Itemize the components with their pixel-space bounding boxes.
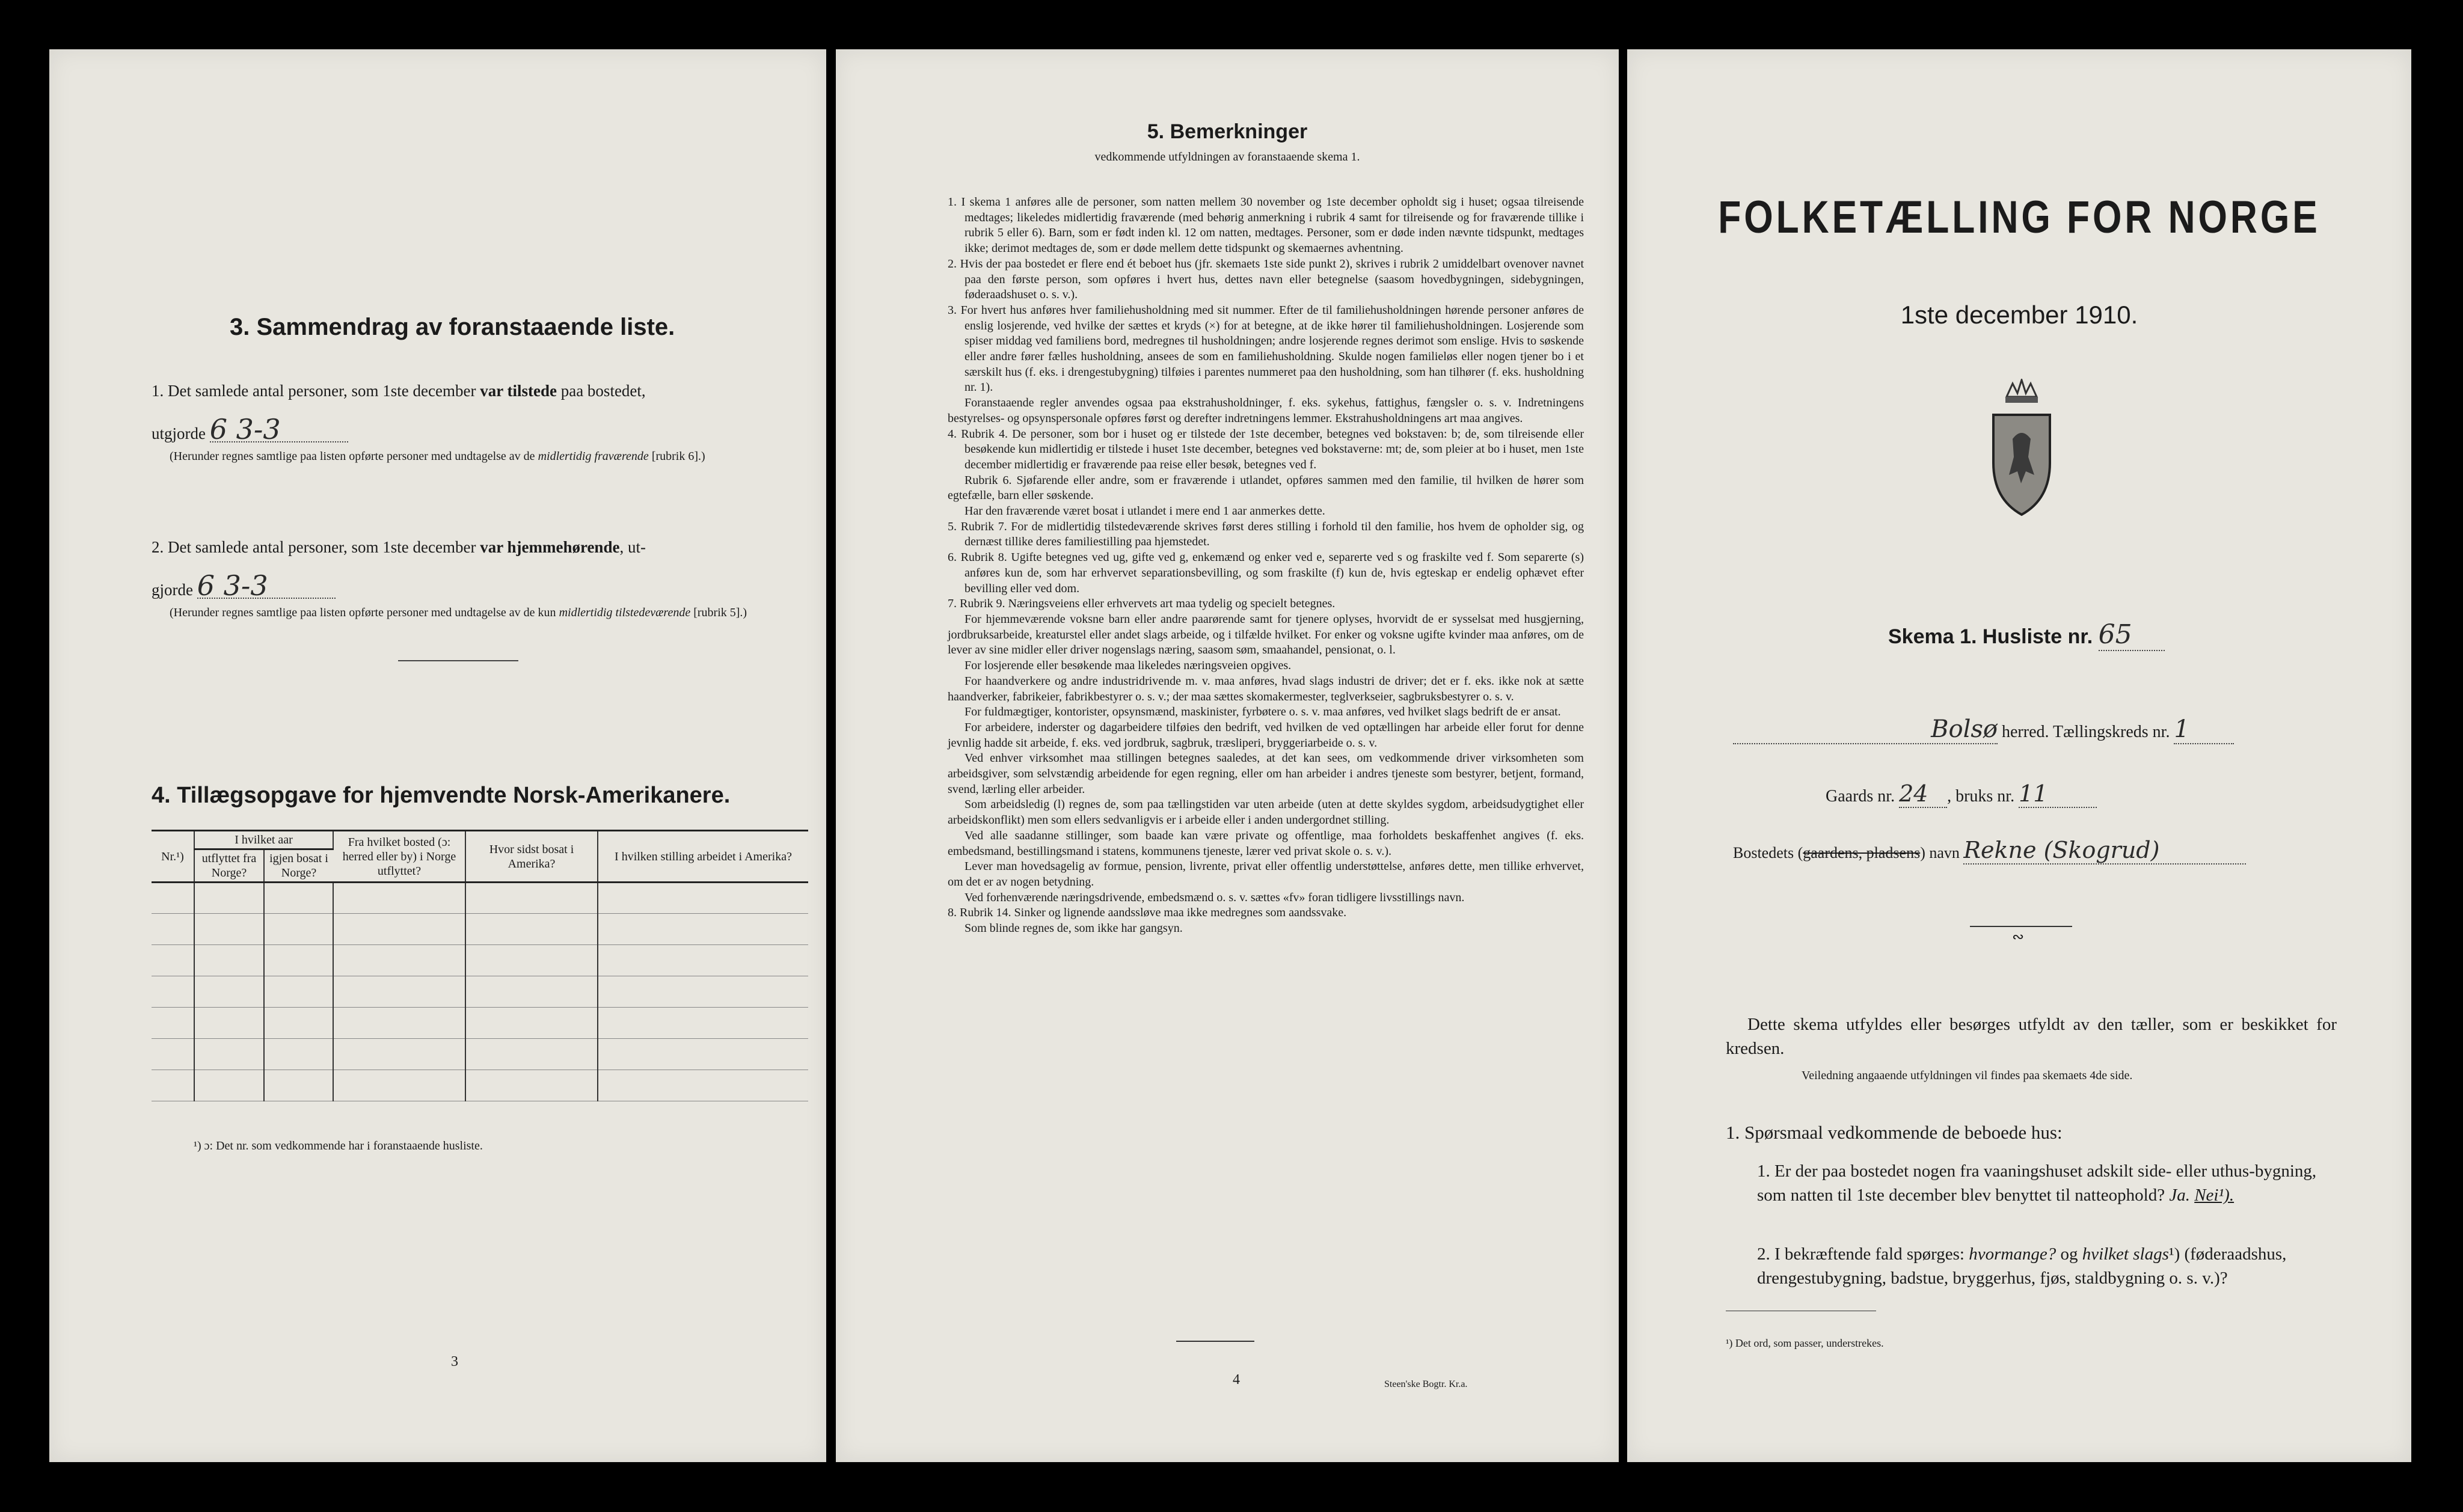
schema-prefix: Skema 1. Husliste nr. [1888, 625, 2093, 648]
page-middle [836, 49, 1619, 1462]
item2-note-a: (Herunder regnes samtlige paa listen opførte personer med undtagelse av de kun [170, 606, 559, 619]
remark-paragraph: 5. Rubrik 7. For de midlertidig tilstedeværende skrives først deres stilling i forhold til den familie, hos hvem de opholder sig, og dernæst tillike deres familiestilling paa hjemstedet. [948, 519, 1584, 549]
item2-hand-value: 6 3-3 [197, 574, 336, 599]
item1-hand-value: 6 3-3 [210, 417, 348, 442]
bruks-label: , bruks nr. [1947, 787, 2015, 806]
col-group-year: I hvilket aar [194, 831, 333, 849]
col-work: I hvilken stilling arbeidet i Amerika? [598, 831, 808, 883]
item2-note-i: midlertidig tilstedeværende [559, 606, 691, 619]
item1-note-a: (Herunder regnes samtlige paa listen opførte personer med undtagelse av de [170, 450, 538, 463]
gaards-label: Gaards nr. [1826, 787, 1895, 806]
remark-paragraph: 7. Rubrik 9. Næringsveiens eller erhvervets art maa tydelig og specielt betegnes. [948, 597, 1336, 611]
page-left [49, 49, 826, 1462]
divider [1176, 1341, 1254, 1342]
col-out: utflyttet fra Norge? [194, 849, 264, 883]
herred-line [1733, 715, 2382, 744]
item1-text: 1. Det samlede antal personer, som 1ste december [152, 382, 480, 400]
herred-value: Bolsø [1733, 715, 1998, 744]
bosted-line [1733, 837, 2246, 865]
printer-imprint: Steen'ske Bogtr. Kr.a. [1384, 1379, 1468, 1389]
remark-paragraph: Foranstaaende regler anvendes ogsaa paa ekstrahusholdninger, f. eks. sykehus, fattighus, fængsler o. s. v. Indretningens bestyrelses- og opsynspersonale opføres først og derefter indretningens lemmer. Ekstrahusholdningens art maa angives. [948, 396, 1584, 425]
section3-item1 [152, 379, 813, 465]
footnote: ¹) Det ord, som passer, understrekes. [1726, 1337, 1884, 1349]
page-number: 4 [1233, 1372, 1240, 1388]
q1-2-b: ¹) (føderaadshus, drengestubygning, badstue, bryggerhus, fjøs, staldbygning o. s. v.)? [1757, 1244, 2287, 1288]
coat-of-arms-icon [1983, 379, 2061, 518]
item1-bold: var tilstede [480, 382, 557, 400]
kreds-label: Tællingskreds nr. [2053, 723, 2170, 741]
item1-prefix: utgjorde [152, 424, 206, 442]
q1-2-i2: hvilket slags [2082, 1244, 2169, 1264]
item1-after: paa bostedet, [556, 382, 646, 400]
item1-note [170, 448, 771, 465]
page-right [1627, 49, 2411, 1462]
item1-note-b: [rubrik 6].) [648, 450, 705, 463]
answer-nei: Nei¹). [2194, 1186, 2234, 1205]
q1-2-a: 2. I bekræftende fald spørges: [1757, 1244, 1969, 1264]
remark-paragraph: Har den fraværende været bosat i utlandet i mere end 1 aar anmerkes dette. [965, 504, 1325, 518]
remarks-body [948, 195, 1584, 937]
item2-note-b: [rubrik 5].) [690, 606, 747, 619]
section3-item2 [152, 535, 813, 621]
intro-text: Dette skema utfyldes eller besørges utfyldt av den tæller, som er beskikket for kredsen. [1726, 1015, 2337, 1058]
col-nr: Nr.¹) [152, 831, 194, 883]
remark-paragraph: 4. Rubrik 4. De personer, som bor i huset og er tilstede der 1ste december, betegnes ved bokstaven: b; de, som tilreisende eller besøkende kun midlertidig er tilstede i huset 1ste december, betegnes ved bokstaverne: mt; de, som pleier at bo i huset, men 1ste december midlertidig er fraværende paa reise eller besøk, betegnes ved f. [948, 427, 1584, 471]
guidance-text: Veiledning angaaende utfyldningen vil findes paa skemaets 4de side. [1802, 1069, 2133, 1082]
item2-text: 2. Det samlede antal personer, som 1ste december [152, 538, 480, 556]
q1-2-i1: hvormange? [1969, 1244, 2057, 1264]
remark-paragraph: Som arbeidsledig (l) regnes de, som paa tællingstiden var uten arbeide (uten at dette skyldes sygdom, arbeidsudygtighet eller arbeidskonflikt) men som ellers sedvanligvis er i arbeide eller i anden undergordnet stilling. [948, 798, 1584, 827]
remark-paragraph: 2. Hvis der paa bostedet er flere end ét beboet hus (jfr. skemaets 1ste side punkt 2), skrives i rubrik 2 umiddelbart ovenover navnet paa den første person, som opføres i hvert hus, dettes navn eller betegnelse (saasom hovedbygningen, sidebygningen, føderaadshuset o. s. v.). [948, 257, 1584, 302]
item1-note-i: midlertidig fraværende [538, 450, 649, 463]
table-row [152, 914, 808, 945]
table-row [152, 945, 808, 976]
remark-paragraph: For hjemmeværende voksne barn eller andre paarørende samt for tjenere oplyses, hvorvidt de er sysselsat med husgjerning, jordbruksarbeide, kreaturstel eller andet slags arbeide, og i tilfælde hvilket. For enker og voksne ugifte kvinder maa anføres, om de lever av sine midler eller driver nogenslags næring, saasom søm, smaahandel, pensionat, o. l. [948, 612, 1584, 657]
norsk-amerikanere-table [152, 830, 808, 1101]
bosted-strike: gaardens, pladsens [1803, 844, 1921, 862]
remark-paragraph: For haandverkere og andre industridrivende m. v. maa anføres, hvad slags industri de driver; det er f. eks. ikke nok at sætte haandverker, fabrikeier, fabrikbestyrer o. s. v.; der maa sættes skomakermester, teglverkseier, sagbruksbestyrer o. s. v. [948, 674, 1584, 703]
section3-title: 3. Sammendrag av foranstaaende liste. [230, 314, 675, 340]
remark-paragraph: 3. For hvert hus anføres hver familiehusholdning med sit nummer. Efter de til familiehusholdningen hørende personer anføres de enslig losjerende, ved hvilke der sættes et kryds (×) for at betegne, at de ikke hører til familiehusholdningen. Losjerende som spiser middag ved familiens bord, medregnes til husholdningen; andre losjerende regnes derimot som enslige. Hvis to søskende eller andre fører fælles husholdning, ansees de som en familiehusholdning. Skulde nogen familieløs eller nogen tjener bo i et særskilt hus (f. eks. i drengestubygning) tilføies i parentes nummeret paa den husholdning, som han tilhører (f. eks. husholdning nr. 1). [948, 303, 1584, 394]
q1-2-mid: og [2056, 1244, 2082, 1264]
gaards-value: 24 [1899, 780, 1947, 808]
remark-paragraph: 1. I skema 1 anføres alle de personer, som natten mellem 30 november og 1ste december opholdt sig i huset; ogsaa tilreisende medtages; likeledes midlertidig fraværende (med behørig anmerkning i rubrik 4 samt for tilreisende og for fraværende tillike i rubrik 5 eller 6). Barn, som er født inden kl. 12 om natten, medtages. Personer, som er døde inden nævnte tidspunkt, medtages ikke; derimot medtages de, som er døde mellem dette tidspunkt og skemaernes avhentning. [948, 195, 1584, 256]
schema-label [1888, 619, 2165, 651]
remark-paragraph: For fuldmægtiger, kontorister, opsynsmænd, maskinister, fyrbøtere o. s. v. maa anføres, ved hvilket slags bedrift de er ansat. [965, 705, 1561, 719]
answer-ja: Ja. [2169, 1186, 2190, 1205]
item2-prefix: gjorde [152, 581, 193, 599]
kreds-value: 1 [2174, 715, 2234, 744]
census-title: FOLKETÆLLING FOR NORGE [1718, 192, 2320, 243]
remark-paragraph: For losjerende eller besøkende maa likeledes næringsveien opgives. [965, 659, 1292, 673]
remark-paragraph: Ved alle saadanne stillinger, som baade kan være private og offentlige, maa forholdets beskaffenhet angives (f. eks. embedsmand, bestillingsmand i statens, kommunens tjeneste, lærer ved privat skole o. s. v.). [948, 828, 1584, 858]
remark-paragraph: Rubrik 6. Sjøfarende eller andre, som er fraværende i utlandet, opføres sammen med den familie, til hvilken de hører som egtefælle, barn eller søskende. [948, 473, 1584, 503]
q1-1-text: 1. Er der paa bostedet nogen fra vaaningshuset adskilt side- eller uthus-bygning, som natten til 1ste december blev benyttet til natteophold? [1757, 1162, 2317, 1205]
table-row [152, 976, 808, 1008]
col-where: Hvor sidst bosat i Amerika? [465, 831, 598, 883]
item2-bold: var hjemmehørende [480, 538, 620, 556]
table-row [152, 1039, 808, 1070]
remarks-subtitle: vedkommende utfyldningen av foranstaaende skema 1. [1094, 150, 1360, 164]
bosted-pre: Bostedets ( [1733, 844, 1803, 862]
col-back: igjen bosat i Norge? [264, 849, 333, 883]
bosted-value: Rekne (Skogrud) [1963, 837, 2246, 865]
census-date: 1ste december 1910. [1900, 301, 2138, 329]
divider [1970, 926, 2072, 927]
bruks-value: 11 [2019, 780, 2097, 808]
table-footnote: ¹) ɔ: Det nr. som vedkommende har i foranstaaende husliste. [194, 1139, 483, 1152]
remark-paragraph: 6. Rubrik 8. Ugifte betegnes ved ug, gifte ved g, enkemænd og enker ved e, separerte ved s og fraskilte ved f. Som separerte (s) anføres kun de, som har erhvervet separationsbevilling, og som fraskilte (f) kun de, hvis egteskap er endelig ophævet efter bevilling eller ved dom. [948, 551, 1584, 595]
remark-paragraph: Lever man hovedsagelig av formue, pension, livrente, privat eller offentlig understøttelse, anføres dette, men tillike erhvervet, om det er av nogen betydning. [948, 860, 1584, 889]
remark-paragraph: Som blinde regnes de, som ikke har gangsyn. [965, 922, 1183, 935]
divider [398, 660, 518, 661]
page-number: 3 [451, 1354, 458, 1370]
remark-paragraph: Ved forhenværende næringsdrivende, embedsmænd o. s. v. sættes «fv» foran tidligere livsstillings navn. [965, 890, 1465, 904]
husliste-number: 65 [2099, 619, 2165, 651]
question-1-title: 1. Spørsmaal vedkommende de beboede hus: [1726, 1122, 2063, 1143]
item2-after: , ut- [619, 538, 646, 556]
herred-label: herred. [2002, 723, 2049, 741]
remarks-title: 5. Bemerkninger [1147, 120, 1308, 143]
ornament-icon: ∾ [2012, 929, 2025, 945]
table-row [152, 1070, 808, 1101]
col-from: Fra hvilket bosted (ɔ: herred eller by) i Norge utflyttet? [333, 831, 465, 883]
question-1-2 [1757, 1242, 2337, 1290]
table-row [152, 883, 808, 914]
gaards-line [1826, 780, 2097, 808]
remark-paragraph: 8. Rubrik 14. Sinker og lignende aandssløve maa ikke medregnes som aandssvake. [948, 906, 1347, 920]
table-row [152, 1008, 808, 1039]
question-1-1 [1757, 1159, 2337, 1207]
remark-paragraph: Ved enhver virksomhet maa stillingen betegnes saaledes, at det kan sees, om vedkommende driver virksomheten som arbeidsgiver, som selvstændig arbeidende for egen regning, eller om han arbeider i andres tjeneste som bestyrer, betjent, formand, svend, lærling eller arbeider. [948, 751, 1584, 796]
section4-title: 4. Tillægsopgave for hjemvendte Norsk-Amerikanere. [152, 783, 731, 808]
bosted-post: ) navn [1920, 844, 1960, 862]
remark-paragraph: For arbeidere, inderster og dagarbeidere tilføies den bedrift, ved hvilken de ved optællingen har arbeide eller forut for denne jevnlig hadde sit arbeide, f. eks. ved jordbruk, sagbruk, træsliperi, bryggeriarbeide o. s. v. [948, 720, 1584, 750]
item2-note [170, 604, 771, 621]
